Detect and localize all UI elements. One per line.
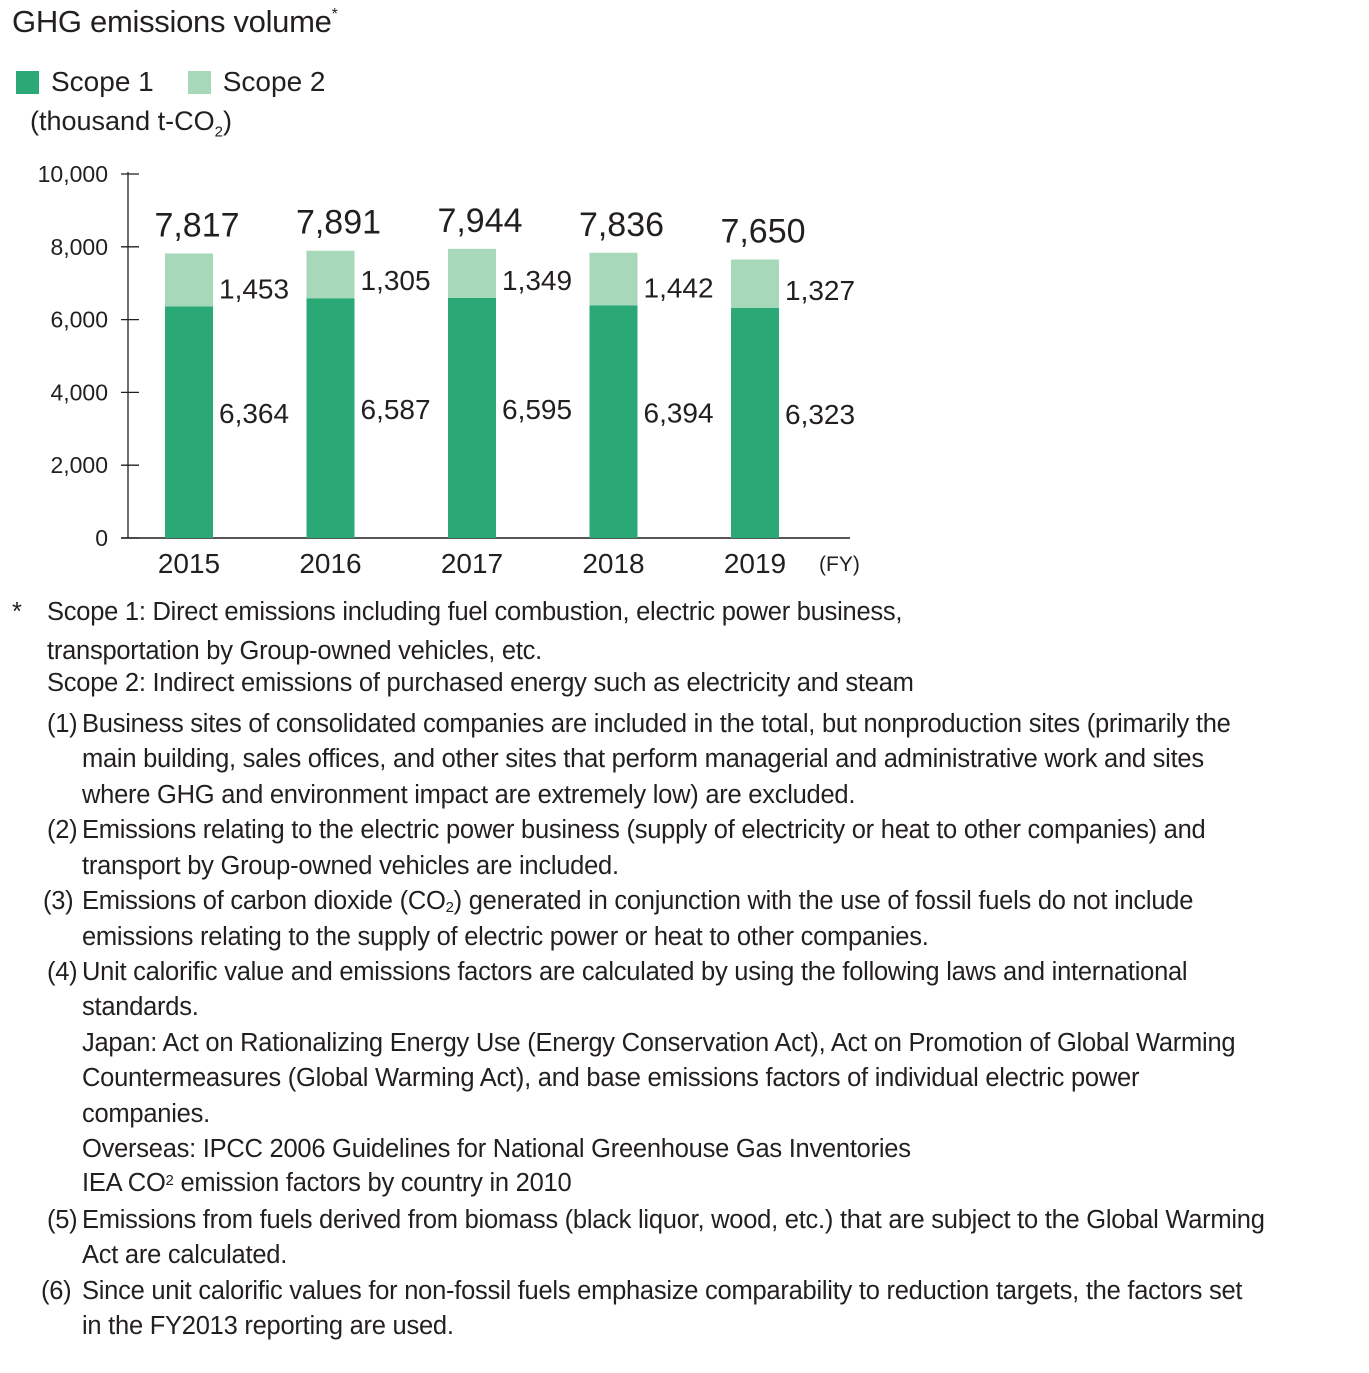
note-1-line1: Business sites of consolidated companies are included in the total, but nonproduction sites (primarily the (82, 710, 1231, 738)
bar-scope2 (448, 249, 496, 298)
note-6-line1: Since unit calorific values for non-fossil fuels emphasize comparability to reduction targets, the factors set (82, 1277, 1243, 1305)
data-label-scope2: 1,349 (502, 264, 573, 296)
note-6-mark: (6) (41, 1277, 72, 1305)
bar-scope1 (590, 305, 638, 538)
note-1-line2: main building, sales offices, and other sites that perform managerial and administrative work and sites (82, 745, 1204, 773)
note-4-line3: Japan: Act on Rationalizing Energy Use (Energy Conservation Act), Act on Promotion of Global Warming (82, 1029, 1236, 1057)
legend-label-scope2: Scope 2 (222, 66, 326, 97)
legend-label-scope1: Scope 1 (51, 66, 154, 97)
note-4-mark: (4) (47, 958, 78, 986)
note-4-line6: Overseas: IPCC 2006 Guidelines for National Greenhouse Gas Inventories (82, 1135, 911, 1163)
note-5-line2: Act are calculated. (82, 1241, 288, 1269)
chart-title-asterisk: * (331, 6, 338, 23)
note-3-line1-a: Emissions of carbon dioxide (CO (82, 887, 446, 915)
bar-scope2 (165, 253, 213, 306)
bar-scope1 (731, 308, 779, 538)
x-axis-label: (FY) (819, 553, 860, 576)
note-3-line1 (82, 887, 1193, 916)
y-tick-label: 2,000 (50, 452, 108, 479)
unit-text-end: ) (222, 106, 232, 136)
bar-scope1 (448, 298, 496, 538)
note-scope1-line2: transportation by Group-owned vehicles, etc. (47, 637, 543, 665)
data-label-scope1: 6,587 (360, 394, 431, 426)
data-label-scope2: 1,453 (219, 273, 290, 305)
data-label-scope1: 6,323 (785, 398, 856, 430)
note-3-subscript: 2 (445, 899, 454, 916)
bar-scope2 (590, 253, 638, 305)
bar-scope2 (731, 260, 779, 308)
note-2-line2: transport by Group-owned vehicles are included. (82, 852, 619, 880)
x-tick-label: 2018 (582, 548, 645, 579)
note-3-mark: (3) (43, 887, 74, 915)
note-5-mark: (5) (47, 1206, 78, 1234)
data-label-scope2: 1,442 (643, 272, 714, 304)
bar-scope1 (307, 298, 355, 538)
note-3-line2: emissions relating to the supply of electric power or heat to other companies. (82, 923, 929, 951)
note-4-line5: companies. (82, 1100, 210, 1128)
bar-scope1 (165, 306, 213, 538)
y-tick-label: 10,000 (37, 161, 108, 187)
x-tick-label: 2016 (299, 548, 362, 579)
note-4-line2: standards. (82, 993, 199, 1021)
note-1-mark: (1) (47, 710, 78, 738)
note-6-line2: in the FY2013 reporting are used. (82, 1312, 454, 1340)
note-5-line1: Emissions from fuels derived from biomass (black liquor, wood, etc.) that are subject to the Global Warming (82, 1206, 1265, 1234)
x-tick-label: 2019 (723, 548, 787, 579)
data-label-total: 7,650 (720, 212, 806, 251)
note-scope2: Scope 2: Indirect emissions of purchased energy such as electricity and steam (47, 669, 914, 697)
note-4-line4: Countermeasures (Global Warming Act), and base emissions factors of individual electric power (82, 1064, 1140, 1092)
chart-title-text: GHG emissions volume (12, 4, 332, 39)
y-tick-label: 8,000 (50, 233, 108, 260)
data-label-total: 7,891 (295, 203, 382, 242)
note-scope1-line1: Scope 1: Direct emissions including fuel combustion, electric power business, (47, 598, 903, 626)
note-asterisk: * (12, 598, 22, 626)
note-2-line1: Emissions relating to the electric power business (supply of electricity or heat to other companies) and (82, 816, 1206, 844)
y-tick-label: 6,000 (50, 306, 108, 333)
note-4-subscript: 2 (165, 1172, 174, 1189)
note-1-line3: where GHG and environment impact are extremely low) are excluded. (82, 781, 856, 809)
y-tick-label: 4,000 (50, 379, 108, 406)
data-label-total: 7,817 (154, 206, 240, 245)
note-4-line7-a: IEA CO (82, 1169, 166, 1197)
note-3-line1-b: ) generated in conjunction with the use of fossil fuels do not include (453, 887, 1194, 915)
x-tick-label: 2017 (440, 548, 504, 579)
unit-subscript: 2 (214, 123, 223, 141)
data-label-scope2: 1,305 (360, 265, 431, 297)
data-label-total: 7,836 (578, 205, 665, 244)
data-label-scope1: 6,394 (643, 397, 714, 429)
y-tick-label: 0 (95, 525, 108, 551)
x-tick-label: 2015 (157, 548, 221, 579)
data-label-total: 7,944 (437, 201, 523, 240)
data-label-scope1: 6,364 (219, 398, 290, 430)
note-4-line7-b: emission factors by country in 2010 (173, 1169, 572, 1197)
note-2-mark: (2) (47, 816, 78, 844)
data-label-scope2: 1,327 (785, 274, 856, 306)
note-4-line1: Unit calorific value and emissions factors are calculated by using the following laws and international (82, 958, 1188, 986)
bar-scope2 (307, 251, 355, 299)
stacked-bar-chart (0, 0, 900, 590)
data-label-scope1: 6,595 (502, 393, 573, 425)
note-4-line7 (82, 1169, 571, 1198)
unit-text: (thousand t-CO (30, 106, 215, 136)
